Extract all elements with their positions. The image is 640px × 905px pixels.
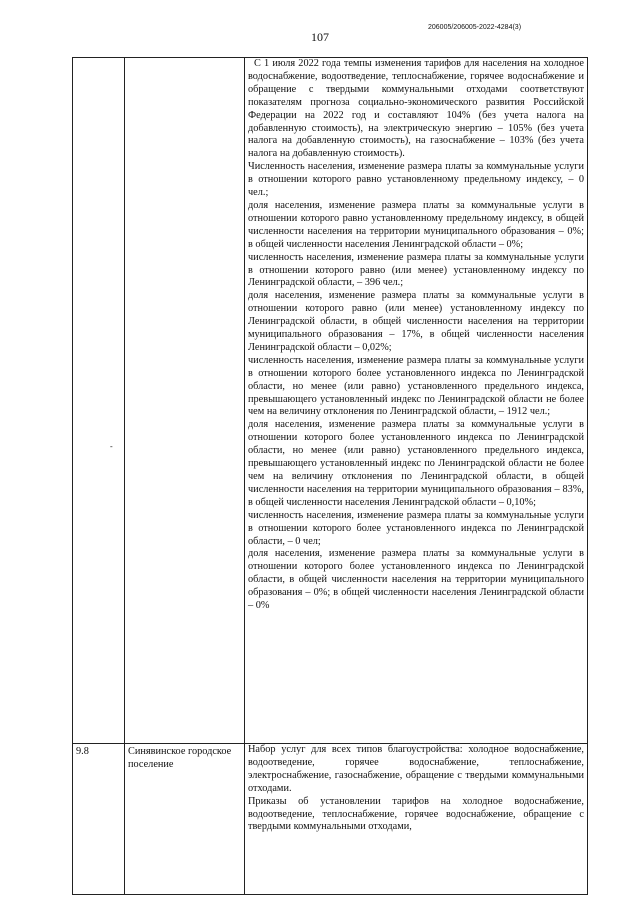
table-row (73, 744, 588, 895)
table-row (73, 58, 588, 744)
paragraph: Набор услуг для всех типов благоустройства: холодное водоснабжение, водоотведение, горячее водоснабжение, теплоснабжение, электроснабжение, газоснабжение, обращение с твердыми коммунальными отходами. (248, 744, 584, 794)
row-text (245, 58, 588, 744)
row-number (73, 58, 125, 744)
document-code: 206005/206005-2022-4284(3) (428, 24, 522, 31)
paragraph: С 1 июля 2022 года темпы изменения тарифов для населения на холодное водоснабжение, водоотведение, теплоснабжение, горячее водоснабжение и обращение с твердыми коммунальными отходами соответствуют показателям прогноза социально-экономического развития Российской Федерации на 2022 год и составляют 104% (без учета налога на добавленную стоимость), на электрическую энергию – 105% (без учета налога на добавленную стоимость), на газоснабжение – 103% (без учета налога на добавленную стоимость). (248, 58, 584, 160)
paragraph: доля населения, изменение размера платы за коммунальные услуги в отношении которого более установленного индекса по Ленинградской области, в общей численности населения на территории муниципального образования – 0%; в общей численности населения Ленинградской области – 0% (248, 548, 584, 612)
row-number: 9.8 (73, 744, 125, 895)
stray-mark: - (110, 442, 113, 451)
paragraph: численность населения, изменение размера платы за коммунальные услуги в отношении которого равно (или менее) установленному индексу по Ленинградской области, – 396 чел.; (248, 251, 584, 289)
paragraph: доля населения, изменение размера платы за коммунальные услуги в отношении которого более установленного индекса по Ленинградской области, но менее (или равно) установленного предельного индекса, превышающего установленный индекс по Ленинградской области не более чем на величину отклонения по Ленинградской области, в общей численности населения на территории муниципального образования – 83%, в общей численности населения Ленинградской области – 0,10%; (248, 419, 584, 508)
page-number: 107 (311, 30, 329, 44)
settlement-name: Синявинское городское поселение (125, 744, 245, 895)
row-text (245, 744, 588, 895)
paragraph: доля населения, изменение размера платы за коммунальные услуги в отношении которого равно установленному предельному индексу, в общей численности населения на территории муниципального образования – 0%; в общей численности населения Ленинградской области – 0%; (248, 199, 584, 250)
paragraph: доля населения, изменение размера платы за коммунальные услуги в отношении которого равно (или менее) установленному индексу по Ленинградской области, в общей численности населения на территории муниципального образования – 17%, в общей численности населения Ленинградской области – 0,02%; (248, 290, 584, 353)
paragraph: численность населения, изменение размера платы за коммунальные услуги в отношении которого более установленного индекса по Ленинградской области, но менее (или равно) установленного предельного индекса, превышающего установленный индекс по Ленинградской области не более чем на величину отклонения по Ленинградской области, – 1912 чел.; (248, 354, 584, 418)
settlement-name (125, 58, 245, 744)
paragraph: Приказы об установлении тарифов на холодное водоснабжение, водоотведение, теплоснабжение, горячее водоснабжение, обращение с твердыми коммунальными отходами, (248, 795, 584, 833)
paragraph: численность населения, изменение размера платы за коммунальные услуги в отношении которого более установленного индекса по Ленинградской области, – 0 чел; (248, 509, 584, 547)
paragraph: Численность населения, изменение размера платы за коммунальные услуги в отношении которого равно установленному предельному индексу, – 0 чел.; (248, 161, 584, 199)
document-table (72, 57, 588, 895)
